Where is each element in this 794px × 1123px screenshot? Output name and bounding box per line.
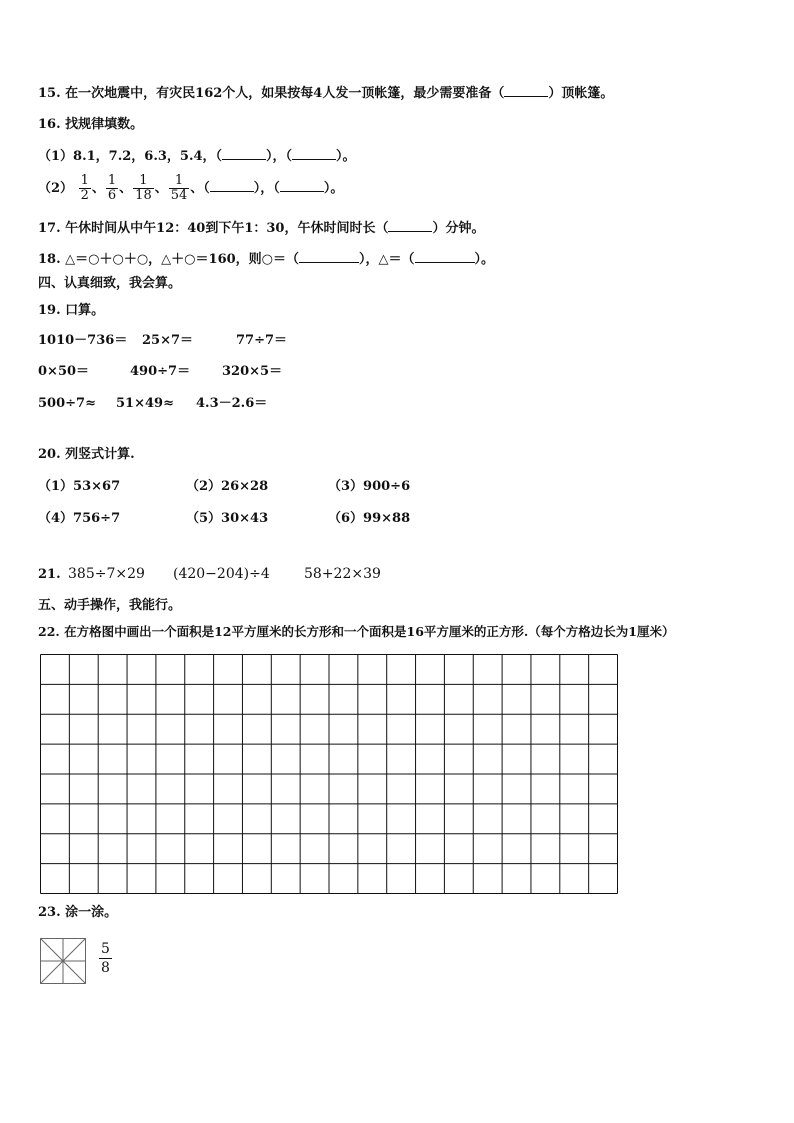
- oral-calc-item: 51×49≈: [116, 396, 174, 411]
- question-title: 列竖式计算.: [65, 447, 135, 462]
- question-number: 22.: [38, 624, 60, 639]
- vertical-calc-item: （3）900÷6: [328, 479, 411, 494]
- answer-blank[interactable]: [388, 219, 432, 232]
- question-21-number: 21.: [38, 567, 61, 582]
- vertical-calc-item: （2）26×28: [186, 479, 269, 494]
- question-number: 16.: [38, 117, 61, 132]
- question-text-end: ）顶帐篷。: [548, 86, 614, 101]
- fraction: $\frac{1}{6}$: [107, 173, 117, 203]
- oral-calc-item: 500÷7≈: [38, 396, 96, 411]
- answer-blank[interactable]: [299, 250, 359, 263]
- fraction-denominator: 8: [101, 960, 110, 976]
- question-text: 在方格图中画出一个面积是12平方厘米的长方形和一个面积是16平方厘米的正方形.（每个方格边长为1厘米）: [64, 624, 675, 639]
- question-15: [38, 84, 613, 102]
- answer-blank[interactable]: [210, 179, 254, 192]
- answer-blank[interactable]: [504, 84, 548, 97]
- separator-text: ），（: [253, 181, 280, 196]
- vertical-calc-item: （1）53×67: [38, 479, 121, 494]
- vertical-calc-item: （5）30×43: [186, 511, 269, 526]
- sequence-text: 8.1，7.2，6.3，5.4，（: [73, 149, 223, 164]
- question-text-mid: ），△＝（: [359, 252, 415, 267]
- answer-blank[interactable]: [280, 179, 324, 192]
- oral-calc-item: 77÷7＝: [236, 333, 288, 348]
- question-16: [38, 117, 143, 133]
- fraction-label: [98, 940, 113, 977]
- question-text-end: ）。: [474, 252, 495, 267]
- end-text: ）。: [336, 149, 356, 164]
- expression-item: 58+22×39: [304, 566, 381, 582]
- part-label: （1）: [38, 149, 74, 164]
- oral-calc-item: 320×5＝: [222, 364, 283, 379]
- answer-blank[interactable]: [222, 147, 266, 160]
- part-label: （2）: [38, 181, 74, 196]
- separator: 、: [154, 181, 168, 196]
- oral-calc-item: 0×50＝: [38, 364, 90, 379]
- question-16-part-1: [38, 147, 356, 165]
- question-title: 涂一涂。: [65, 905, 118, 920]
- question-23: [38, 905, 117, 921]
- question-title: 口算。: [65, 303, 105, 318]
- question-text: △＝○＋○＋○，△＋○＝160，则○＝（: [65, 252, 300, 267]
- oral-calc-item: 4.3－2.6＝: [196, 396, 268, 411]
- section-heading-4: 四、认真细致，我会算。: [38, 276, 182, 291]
- question-title: 找规律填数。: [65, 117, 144, 132]
- separator-text: 、（: [190, 181, 210, 196]
- separator: 、: [91, 181, 105, 196]
- question-text: 在一次地震中，有灾民162个人，如果按每4人发一顶帐篷，最少需要准备（: [65, 86, 505, 101]
- question-18: [38, 250, 494, 268]
- answer-blank[interactable]: [292, 147, 336, 160]
- question-number: 18.: [38, 252, 61, 267]
- square-grid[interactable]: [40, 654, 618, 894]
- expression-item: (420−204)÷4: [173, 566, 270, 582]
- question-19: [38, 303, 104, 319]
- question-number: 20.: [38, 447, 61, 462]
- question-text-end: ）分钟。: [432, 221, 485, 236]
- expression-item: 385÷7×29: [68, 566, 145, 582]
- section-heading-5: 五、动手操作，我能行。: [38, 598, 182, 613]
- question-number: 19.: [38, 303, 61, 318]
- question-number: 17.: [38, 221, 61, 236]
- question-17: [38, 219, 485, 237]
- vertical-calc-item: （4）756÷7: [38, 511, 121, 526]
- question-text: 午休时间从中午12：40到下午1：30，午休时间时长（: [65, 221, 389, 236]
- fraction-numerator: 5: [101, 941, 110, 957]
- question-22: [38, 624, 674, 640]
- fraction: $\frac{1}{54}$: [170, 173, 188, 203]
- vertical-calc-item: （6）99×88: [328, 511, 411, 526]
- fraction: $\frac{1}{18}$: [135, 173, 152, 203]
- oral-calc-item: 25×7＝: [142, 333, 194, 348]
- fraction: $\frac{1}{2}$: [80, 173, 89, 203]
- question-20: [38, 447, 135, 463]
- octant-square-figure[interactable]: [40, 938, 86, 984]
- oral-calc-item: 490÷7＝: [130, 364, 191, 379]
- separator: 、: [119, 181, 133, 196]
- separator-text: ），（: [266, 149, 293, 164]
- answer-blank[interactable]: [415, 250, 475, 263]
- question-number: 23.: [38, 905, 61, 920]
- question-number: 15.: [38, 86, 61, 101]
- oral-calc-item: 1010－736＝: [38, 333, 128, 348]
- end-text: ）。: [323, 181, 344, 196]
- question-16-part-2: [38, 174, 343, 204]
